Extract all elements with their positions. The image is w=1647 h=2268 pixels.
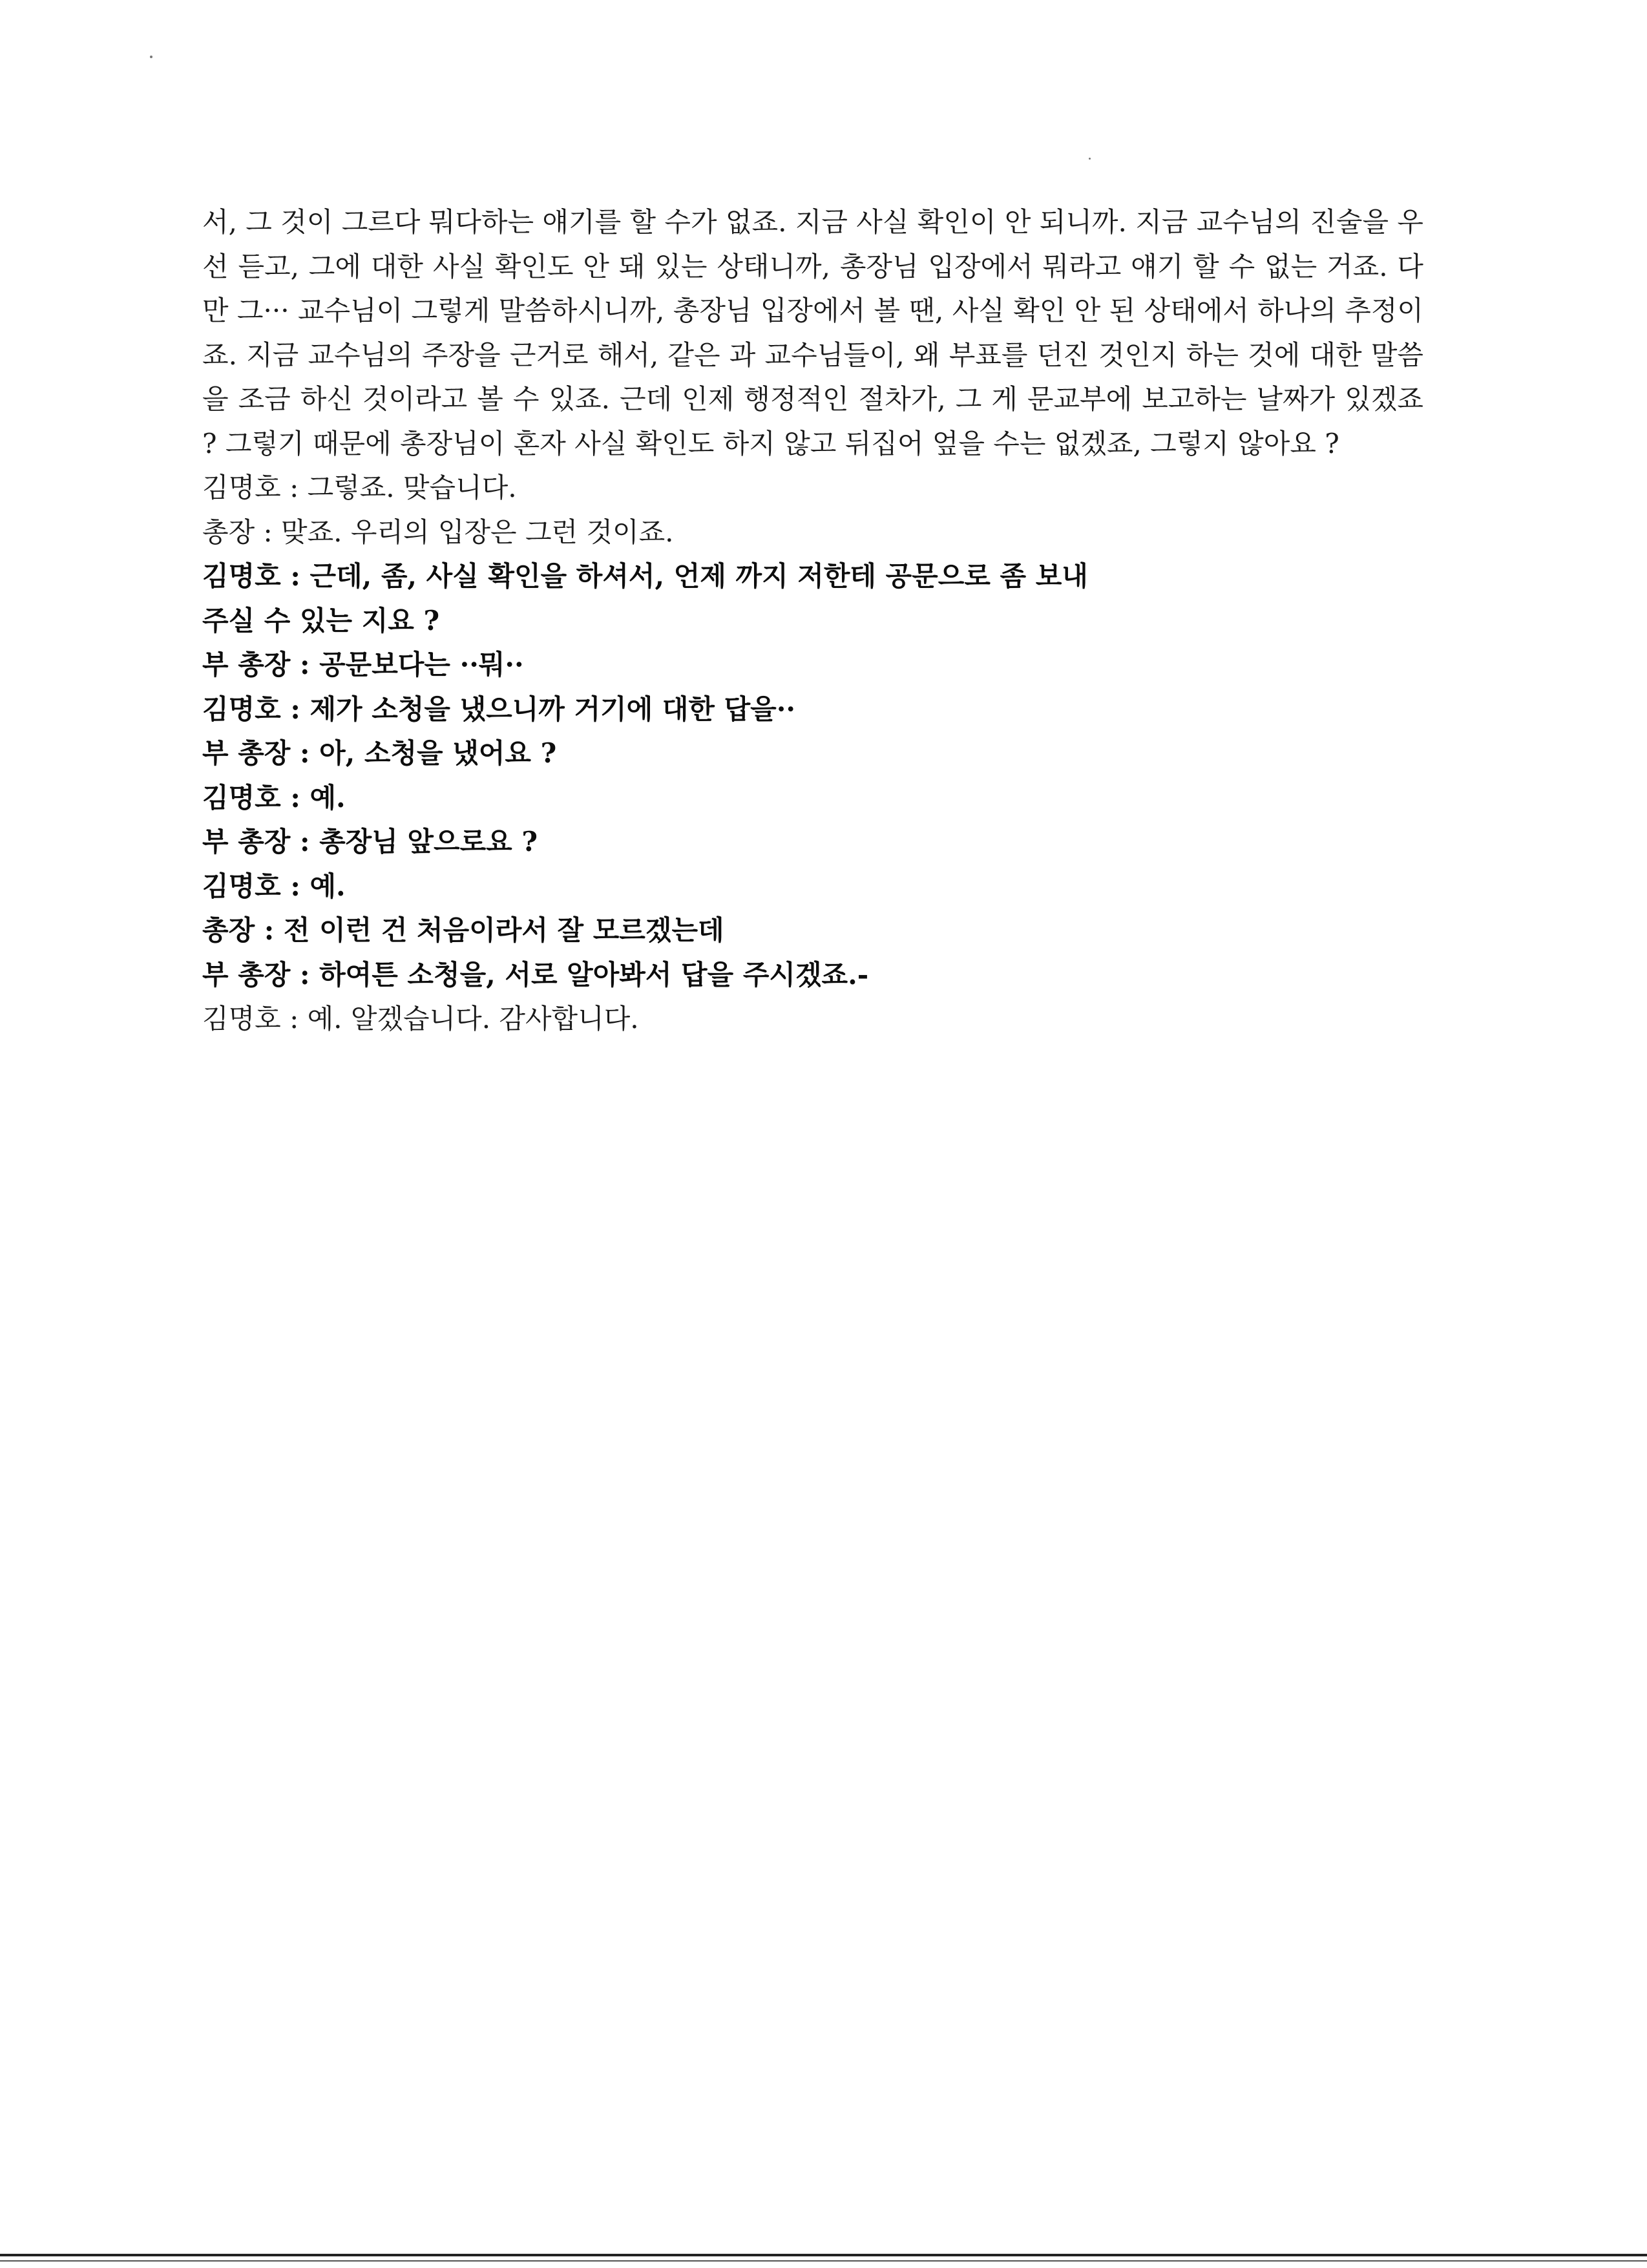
dialogue-line: 김명호 : 제가 소청을 냈으니까 거기에 대한 답을·· [202,693,795,725]
scan-speck [150,56,152,58]
dialogue-line: 부 총장 : 공문보다는 ··뭐·· [202,649,524,680]
dialogue-line: 부 총장 : 총장님 앞으로요 ? [202,826,538,857]
dialogue-line: 총장 : 맞죠. 우리의 입장은 그런 것이죠. [202,516,674,548]
transcript-paragraph: 서, 그 것이 그르다 뭐다하는 얘기를 할 수가 없죠. 지금 사실 확인이 안 되니까. 지금 교수님의 진술을 우선 듣고, 그에 대한 사실 확인도 안 돼 있는 상태니까, 총장님 입장에서 뭐라고 얘기 할 수 없는 거죠. 다만 그··· 교수님이 그렇게 말씀하시니까, 총장님 입장에서 볼 땐, 사실 확인 안 된 상태에서 하나의 추정이죠. 지금 교수님의 주장을 근거로 해서, 같은 과 교수님들이, 왜 부표를 던진 것인지 하는 것에 대한 말씀을 조금 하신 것이라고 볼 수 있죠. 근데 인제 행정적인 절차가, 그 게 문교부에 보고하는 날짜가 있겠죠 ? 그렇기 때문에 총장님이 혼자 사실 확인도 하지 않고 뒤집어 엎을 수는 없겠죠, 그렇지 않아요 ? [202,206,1423,459]
scan-speck [1089,158,1091,160]
scan-bottom-edge [0,2254,1647,2256]
dialogue-line: 김명호 : 근데, 좀, 사실 확인을 하셔서, 언제 까지 저한테 공문으로 좀 보내 [202,560,1088,592]
dialogue-line: 부 총장 : 아, 소청을 냈어요 ? [202,737,557,769]
dialogue-line: 김명호 : 예. [202,781,346,814]
dialogue-line: 주실 수 있는 지요 ? [202,604,440,636]
dialogue-line: 총장 : 전 이런 건 처음이라서 잘 모르겠는데 [202,914,724,946]
scan-bottom-edge-shadow [0,2260,1647,2262]
transcript-text [202,200,1423,1042]
dialogue-line: 김명호 : 예. 알겠습니다. 감사합니다. [202,1003,639,1034]
dialogue-line: 김명호 : 예. [202,870,346,902]
dialogue-line: 김명호 : 그렇죠. 맞습니다. [202,472,517,503]
dialogue-line: 부 총장 : 하여튼 소청을, 서로 알아봐서 답을 주시겠죠.- [202,958,869,991]
